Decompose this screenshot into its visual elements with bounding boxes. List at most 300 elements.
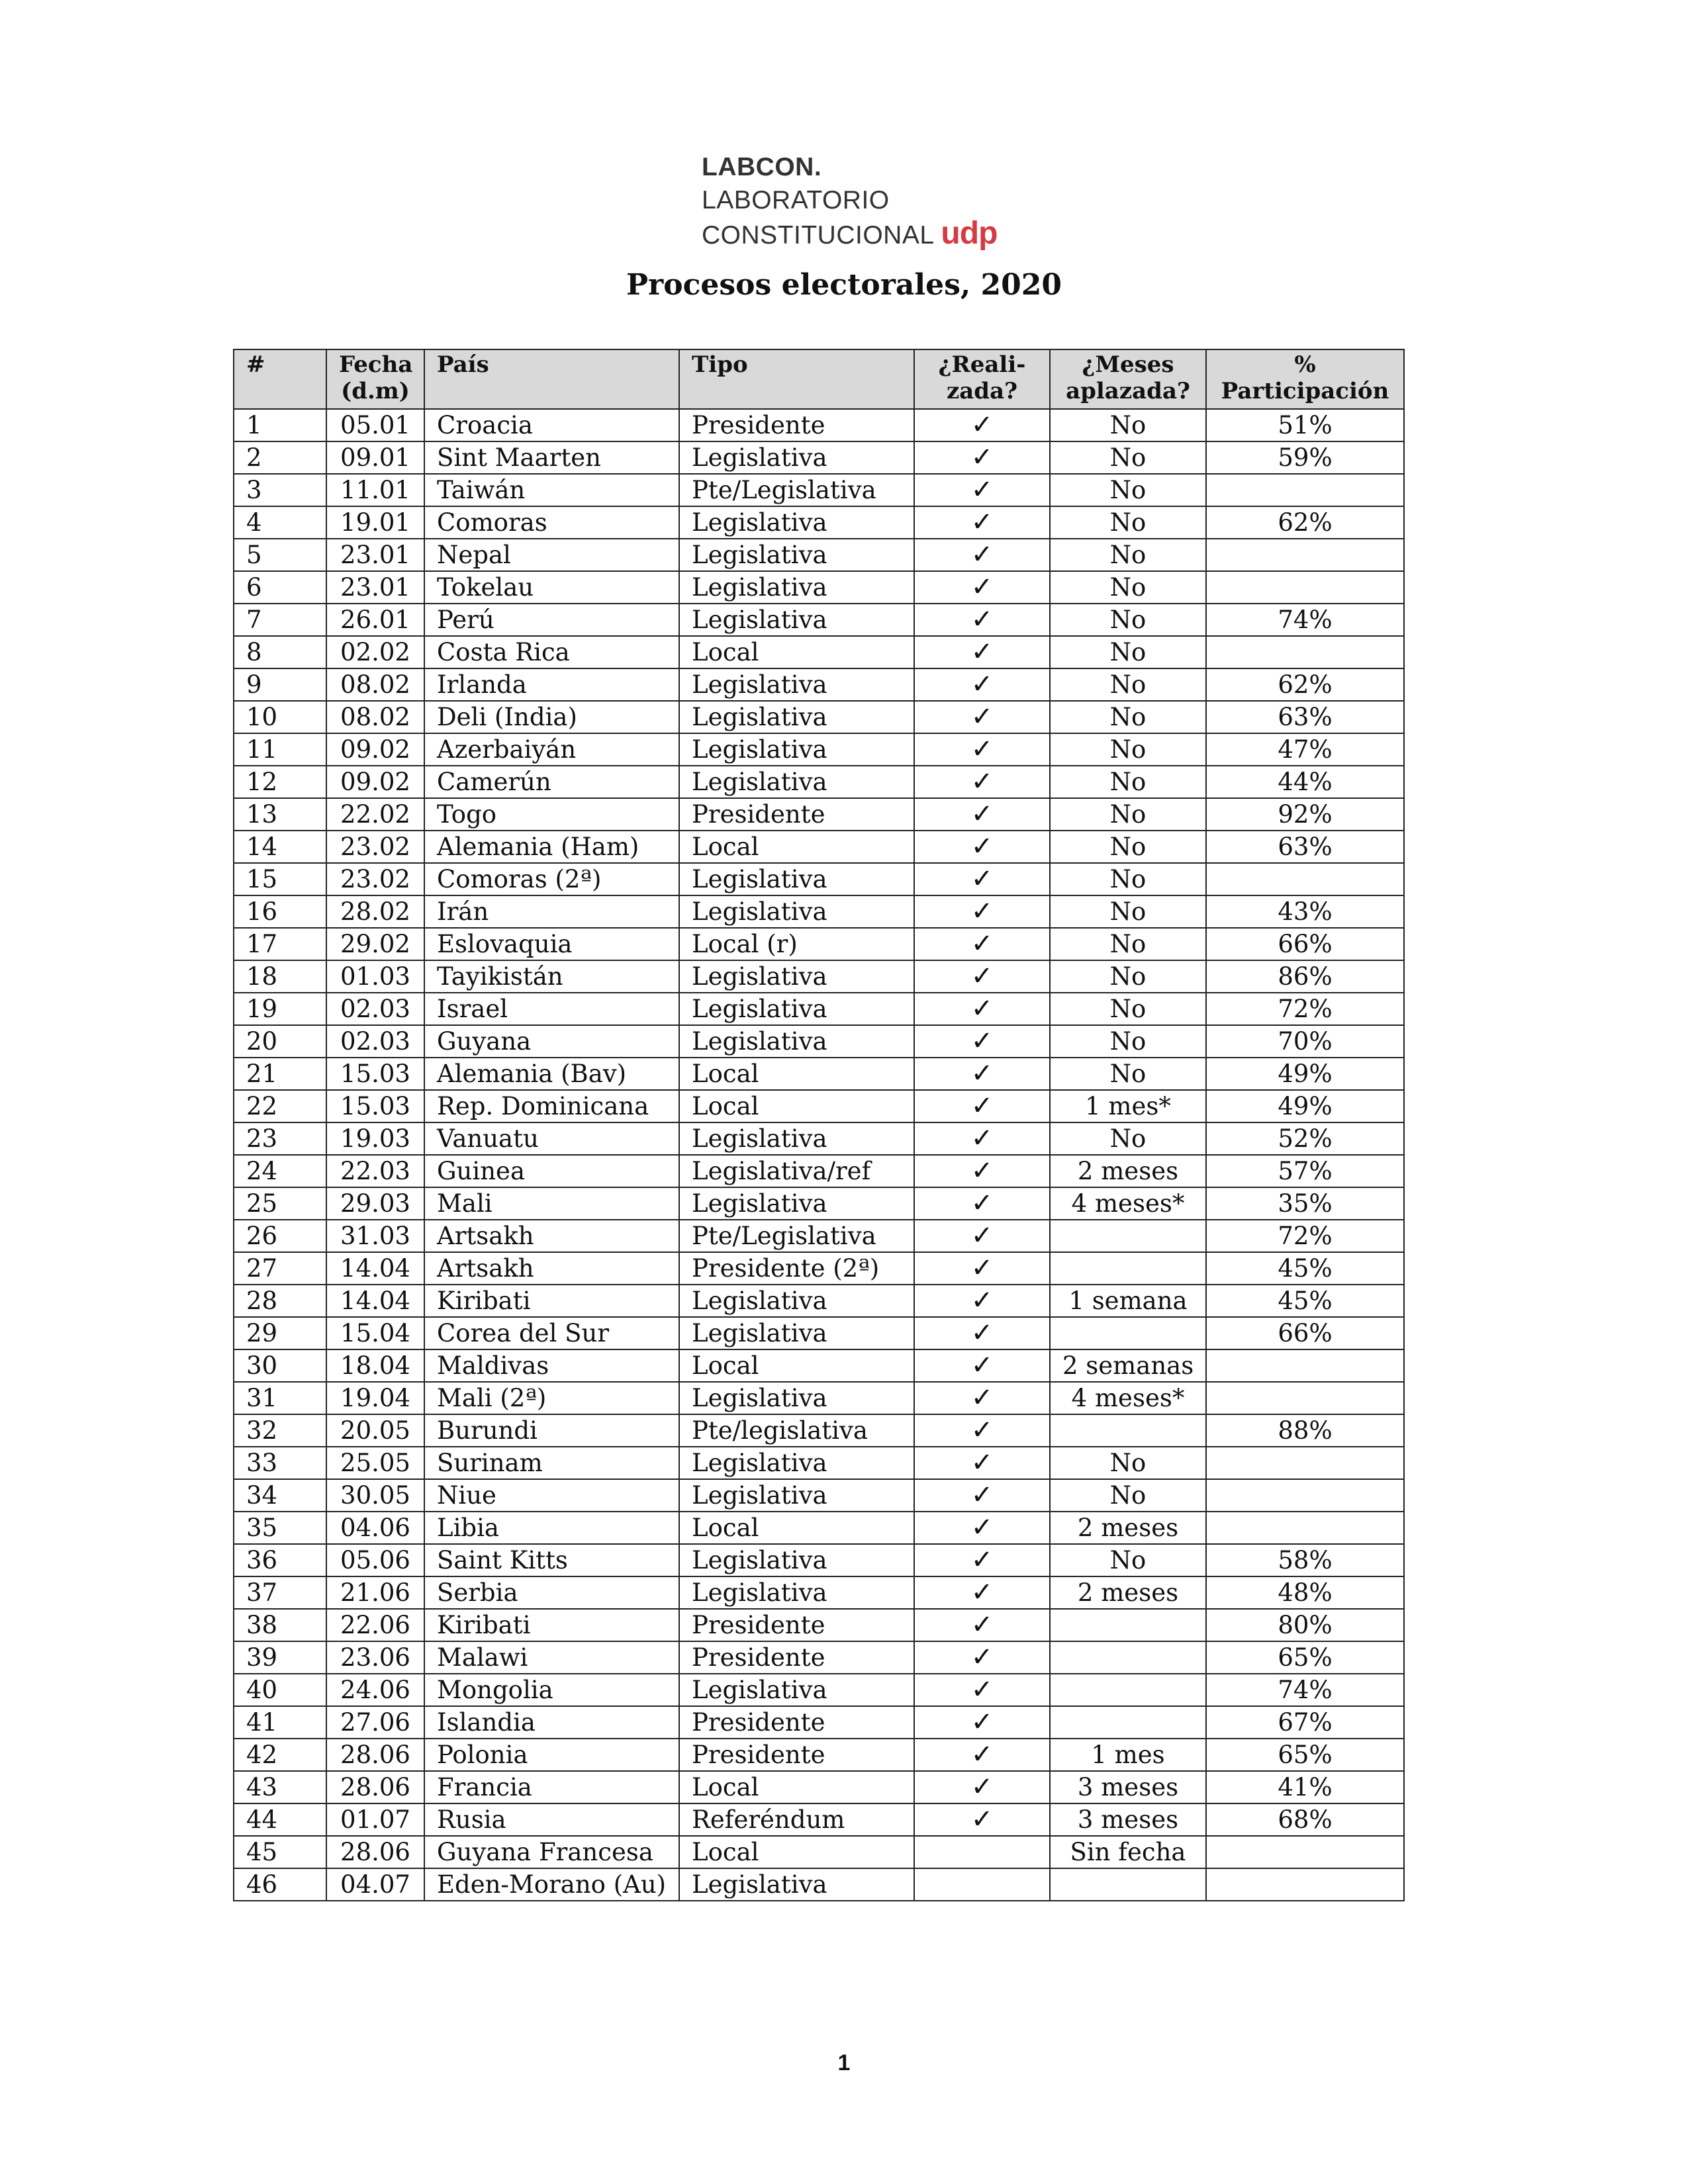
cell-type: Legislativa xyxy=(679,1187,914,1220)
cell-date: 01.07 xyxy=(326,1803,424,1836)
cell-country: Togo xyxy=(424,798,679,831)
cell-num: 13 xyxy=(234,798,326,831)
table-row xyxy=(234,993,1404,1025)
logo-udp-brand: udp xyxy=(941,216,998,251)
cell-postponed: No xyxy=(1050,1544,1206,1576)
cell-num: 39 xyxy=(234,1641,326,1674)
cell-postponed: No xyxy=(1050,993,1206,1025)
cell-date: 29.03 xyxy=(326,1187,424,1220)
cell-postponed xyxy=(1050,1609,1206,1641)
cell-participation: 88% xyxy=(1206,1414,1404,1447)
cell-country: Deli (India) xyxy=(424,701,679,733)
cell-participation xyxy=(1206,1868,1404,1901)
cell-date: 09.02 xyxy=(326,733,424,766)
table-row xyxy=(234,1771,1404,1803)
cell-date: 23.02 xyxy=(326,831,424,863)
cell-postponed: No xyxy=(1050,733,1206,766)
cell-num: 40 xyxy=(234,1674,326,1706)
header-country: País xyxy=(424,349,679,409)
cell-date: 31.03 xyxy=(326,1220,424,1252)
cell-num: 38 xyxy=(234,1609,326,1641)
cell-num: 36 xyxy=(234,1544,326,1576)
cell-participation: 74% xyxy=(1206,604,1404,636)
cell-country: Mali (2ª) xyxy=(424,1382,679,1414)
cell-num: 21 xyxy=(234,1058,326,1090)
cell-participation: 68% xyxy=(1206,1803,1404,1836)
cell-num: 41 xyxy=(234,1706,326,1739)
cell-postponed xyxy=(1050,1641,1206,1674)
cell-date: 05.01 xyxy=(326,409,424,441)
table-row xyxy=(234,1512,1404,1544)
cell-postponed: No xyxy=(1050,1025,1206,1058)
cell-num: 4 xyxy=(234,506,326,539)
cell-country: Guyana Francesa xyxy=(424,1836,679,1868)
cell-country: Guyana xyxy=(424,1025,679,1058)
cell-done-check-icon: ✓ xyxy=(914,1447,1050,1479)
cell-done-check-icon: ✓ xyxy=(914,409,1050,441)
cell-done-check-icon: ✓ xyxy=(914,1187,1050,1220)
cell-date: 26.01 xyxy=(326,604,424,636)
cell-participation: 67% xyxy=(1206,1706,1404,1739)
cell-participation: 63% xyxy=(1206,831,1404,863)
table-row xyxy=(234,1414,1404,1447)
cell-num: 22 xyxy=(234,1090,326,1122)
table-body xyxy=(234,409,1404,1901)
cell-postponed: No xyxy=(1050,539,1206,571)
cell-num: 45 xyxy=(234,1836,326,1868)
header-row xyxy=(234,349,1404,409)
cell-done-check-icon: ✓ xyxy=(914,1090,1050,1122)
cell-postponed: 2 meses xyxy=(1050,1576,1206,1609)
cell-country: Croacia xyxy=(424,409,679,441)
cell-country: Tokelau xyxy=(424,571,679,604)
cell-postponed: No xyxy=(1050,506,1206,539)
cell-participation: 45% xyxy=(1206,1285,1404,1317)
table-row xyxy=(234,733,1404,766)
table-row xyxy=(234,571,1404,604)
table-row xyxy=(234,831,1404,863)
cell-country: Guinea xyxy=(424,1155,679,1187)
cell-type: Legislativa xyxy=(679,993,914,1025)
cell-participation: 86% xyxy=(1206,960,1404,993)
cell-postponed: No xyxy=(1050,701,1206,733)
cell-type: Legislativa xyxy=(679,1674,914,1706)
table-row xyxy=(234,1025,1404,1058)
cell-date: 23.06 xyxy=(326,1641,424,1674)
cell-postponed: 4 meses* xyxy=(1050,1382,1206,1414)
cell-postponed xyxy=(1050,1868,1206,1901)
cell-country: Irán xyxy=(424,895,679,928)
cell-type: Presidente xyxy=(679,409,914,441)
cell-num: 19 xyxy=(234,993,326,1025)
cell-participation: 41% xyxy=(1206,1771,1404,1803)
cell-date: 11.01 xyxy=(326,474,424,506)
cell-type: Local xyxy=(679,1090,914,1122)
cell-date: 28.06 xyxy=(326,1771,424,1803)
cell-type: Presidente xyxy=(679,1609,914,1641)
table-row xyxy=(234,1058,1404,1090)
cell-type: Local xyxy=(679,1771,914,1803)
cell-type: Local xyxy=(679,831,914,863)
cell-participation: 62% xyxy=(1206,668,1404,701)
cell-done-check-icon: ✓ xyxy=(914,668,1050,701)
cell-country: Tayikistán xyxy=(424,960,679,993)
table-row xyxy=(234,1739,1404,1771)
cell-postponed: No xyxy=(1050,668,1206,701)
cell-type: Legislativa/ref xyxy=(679,1155,914,1187)
cell-type: Legislativa xyxy=(679,733,914,766)
cell-participation: 45% xyxy=(1206,1252,1404,1285)
cell-done-check-icon: ✓ xyxy=(914,636,1050,668)
cell-done-check-icon: ✓ xyxy=(914,863,1050,895)
cell-type: Pte/Legislativa xyxy=(679,474,914,506)
cell-date: 02.03 xyxy=(326,1025,424,1058)
table-row xyxy=(234,636,1404,668)
cell-date: 18.04 xyxy=(326,1349,424,1382)
cell-num: 8 xyxy=(234,636,326,668)
cell-done-check-icon: ✓ xyxy=(914,1771,1050,1803)
cell-date: 01.03 xyxy=(326,960,424,993)
cell-participation xyxy=(1206,636,1404,668)
cell-type: Presidente xyxy=(679,1706,914,1739)
cell-date: 24.06 xyxy=(326,1674,424,1706)
cell-participation: 57% xyxy=(1206,1155,1404,1187)
cell-num: 32 xyxy=(234,1414,326,1447)
cell-date: 29.02 xyxy=(326,928,424,960)
cell-type: Legislativa xyxy=(679,960,914,993)
cell-country: Corea del Sur xyxy=(424,1317,679,1349)
table-row xyxy=(234,668,1404,701)
cell-type: Legislativa xyxy=(679,1285,914,1317)
cell-type: Legislativa xyxy=(679,1317,914,1349)
cell-country: Alemania (Ham) xyxy=(424,831,679,863)
cell-participation: 92% xyxy=(1206,798,1404,831)
table-row xyxy=(234,1479,1404,1512)
cell-num: 42 xyxy=(234,1739,326,1771)
cell-country: Surinam xyxy=(424,1447,679,1479)
cell-type: Legislativa xyxy=(679,539,914,571)
cell-participation: 52% xyxy=(1206,1122,1404,1155)
cell-postponed: No xyxy=(1050,1058,1206,1090)
cell-done-check-icon xyxy=(914,1868,1050,1901)
cell-participation: 66% xyxy=(1206,928,1404,960)
cell-date: 22.02 xyxy=(326,798,424,831)
cell-postponed: Sin fecha xyxy=(1050,1836,1206,1868)
cell-done-check-icon: ✓ xyxy=(914,895,1050,928)
cell-postponed: 2 meses xyxy=(1050,1512,1206,1544)
cell-type: Local xyxy=(679,636,914,668)
cell-country: Vanuatu xyxy=(424,1122,679,1155)
cell-participation xyxy=(1206,1479,1404,1512)
table-row xyxy=(234,506,1404,539)
logo-line-2 xyxy=(702,217,1006,252)
cell-date: 30.05 xyxy=(326,1479,424,1512)
table-row xyxy=(234,1382,1404,1414)
cell-country: Mali xyxy=(424,1187,679,1220)
cell-country: Serbia xyxy=(424,1576,679,1609)
cell-num: 3 xyxy=(234,474,326,506)
table-row xyxy=(234,1544,1404,1576)
cell-num: 46 xyxy=(234,1868,326,1901)
cell-type: Local xyxy=(679,1512,914,1544)
cell-country: Alemania (Bav) xyxy=(424,1058,679,1090)
cell-participation: 51% xyxy=(1206,409,1404,441)
header-postponed: ¿Meses aplazada? xyxy=(1050,349,1206,409)
cell-participation: 66% xyxy=(1206,1317,1404,1349)
logo-laboratorio: LABORATORIO xyxy=(702,186,890,214)
cell-type: Legislativa xyxy=(679,668,914,701)
cell-postponed: 1 semana xyxy=(1050,1285,1206,1317)
cell-postponed: No xyxy=(1050,1122,1206,1155)
cell-postponed: 1 mes* xyxy=(1050,1090,1206,1122)
cell-country: Israel xyxy=(424,993,679,1025)
cell-country: Sint Maarten xyxy=(424,441,679,474)
cell-type: Presidente xyxy=(679,1641,914,1674)
cell-participation: 74% xyxy=(1206,1674,1404,1706)
cell-country: Eden-Morano (Au) xyxy=(424,1868,679,1901)
cell-country: Saint Kitts xyxy=(424,1544,679,1576)
cell-num: 33 xyxy=(234,1447,326,1479)
table-row xyxy=(234,863,1404,895)
cell-participation xyxy=(1206,571,1404,604)
table-row xyxy=(234,1836,1404,1868)
cell-done-check-icon: ✓ xyxy=(914,766,1050,798)
cell-postponed: No xyxy=(1050,895,1206,928)
cell-done-check-icon: ✓ xyxy=(914,701,1050,733)
cell-num: 17 xyxy=(234,928,326,960)
table-row xyxy=(234,960,1404,993)
cell-country: Azerbaiyán xyxy=(424,733,679,766)
elections-table xyxy=(233,349,1405,1901)
table-row xyxy=(234,1803,1404,1836)
cell-postponed: No xyxy=(1050,960,1206,993)
table-row xyxy=(234,539,1404,571)
table-row xyxy=(234,441,1404,474)
cell-participation xyxy=(1206,1382,1404,1414)
cell-done-check-icon: ✓ xyxy=(914,1252,1050,1285)
cell-done-check-icon: ✓ xyxy=(914,798,1050,831)
cell-done-check-icon: ✓ xyxy=(914,1609,1050,1641)
cell-participation: 63% xyxy=(1206,701,1404,733)
cell-participation xyxy=(1206,1349,1404,1382)
cell-date: 05.06 xyxy=(326,1544,424,1576)
cell-num: 27 xyxy=(234,1252,326,1285)
cell-date: 09.01 xyxy=(326,441,424,474)
cell-done-check-icon: ✓ xyxy=(914,539,1050,571)
cell-done-check-icon: ✓ xyxy=(914,1576,1050,1609)
cell-postponed: 4 meses* xyxy=(1050,1187,1206,1220)
cell-done-check-icon: ✓ xyxy=(914,733,1050,766)
cell-postponed: 3 meses xyxy=(1050,1771,1206,1803)
cell-date: 15.03 xyxy=(326,1058,424,1090)
cell-done-check-icon: ✓ xyxy=(914,1706,1050,1739)
cell-date: 15.04 xyxy=(326,1317,424,1349)
table-row xyxy=(234,1674,1404,1706)
table-row xyxy=(234,1285,1404,1317)
table-row xyxy=(234,1155,1404,1187)
table-row xyxy=(234,474,1404,506)
cell-postponed xyxy=(1050,1252,1206,1285)
cell-postponed: 2 meses xyxy=(1050,1155,1206,1187)
cell-date: 23.01 xyxy=(326,571,424,604)
cell-done-check-icon: ✓ xyxy=(914,604,1050,636)
cell-type: Legislativa xyxy=(679,1544,914,1576)
cell-num: 44 xyxy=(234,1803,326,1836)
cell-date: 28.06 xyxy=(326,1836,424,1868)
cell-country: Francia xyxy=(424,1771,679,1803)
table-row xyxy=(234,1317,1404,1349)
cell-participation: 62% xyxy=(1206,506,1404,539)
cell-country: Rusia xyxy=(424,1803,679,1836)
cell-type: Legislativa xyxy=(679,701,914,733)
cell-date: 09.02 xyxy=(326,766,424,798)
cell-participation: 59% xyxy=(1206,441,1404,474)
cell-participation: 49% xyxy=(1206,1090,1404,1122)
cell-postponed xyxy=(1050,1674,1206,1706)
cell-num: 37 xyxy=(234,1576,326,1609)
cell-num: 31 xyxy=(234,1382,326,1414)
cell-date: 14.04 xyxy=(326,1285,424,1317)
cell-participation: 35% xyxy=(1206,1187,1404,1220)
cell-postponed xyxy=(1050,1220,1206,1252)
cell-type: Local xyxy=(679,1349,914,1382)
logo-line-1 xyxy=(702,151,1006,217)
cell-participation: 65% xyxy=(1206,1641,1404,1674)
cell-participation: 43% xyxy=(1206,895,1404,928)
cell-participation: 72% xyxy=(1206,993,1404,1025)
cell-country: Perú xyxy=(424,604,679,636)
cell-country: Malawi xyxy=(424,1641,679,1674)
cell-done-check-icon: ✓ xyxy=(914,1317,1050,1349)
cell-type: Legislativa xyxy=(679,1447,914,1479)
cell-done-check-icon: ✓ xyxy=(914,1285,1050,1317)
cell-num: 12 xyxy=(234,766,326,798)
cell-done-check-icon: ✓ xyxy=(914,1414,1050,1447)
cell-date: 19.03 xyxy=(326,1122,424,1155)
cell-postponed: No xyxy=(1050,441,1206,474)
cell-done-check-icon: ✓ xyxy=(914,1122,1050,1155)
cell-type: Legislativa xyxy=(679,1576,914,1609)
cell-done-check-icon: ✓ xyxy=(914,1220,1050,1252)
table-row xyxy=(234,1220,1404,1252)
cell-country: Nepal xyxy=(424,539,679,571)
page-number: 1 xyxy=(837,2050,851,2075)
cell-done-check-icon: ✓ xyxy=(914,1025,1050,1058)
cell-num: 23 xyxy=(234,1122,326,1155)
cell-done-check-icon: ✓ xyxy=(914,1155,1050,1187)
cell-date: 14.04 xyxy=(326,1252,424,1285)
cell-postponed: No xyxy=(1050,766,1206,798)
cell-num: 35 xyxy=(234,1512,326,1544)
cell-participation: 44% xyxy=(1206,766,1404,798)
cell-num: 11 xyxy=(234,733,326,766)
table-row xyxy=(234,766,1404,798)
cell-date: 20.05 xyxy=(326,1414,424,1447)
cell-done-check-icon: ✓ xyxy=(914,1512,1050,1544)
header-type: Tipo xyxy=(679,349,914,409)
cell-done-check-icon: ✓ xyxy=(914,1058,1050,1090)
cell-date: 08.02 xyxy=(326,701,424,733)
cell-postponed: No xyxy=(1050,798,1206,831)
table-row xyxy=(234,604,1404,636)
cell-participation xyxy=(1206,863,1404,895)
cell-country: Mongolia xyxy=(424,1674,679,1706)
cell-date: 02.03 xyxy=(326,993,424,1025)
cell-num: 16 xyxy=(234,895,326,928)
cell-done-check-icon: ✓ xyxy=(914,571,1050,604)
cell-date: 22.06 xyxy=(326,1609,424,1641)
cell-country: Costa Rica xyxy=(424,636,679,668)
header-done: ¿Reali-zada? xyxy=(914,349,1050,409)
table-row xyxy=(234,701,1404,733)
cell-postponed: 1 mes xyxy=(1050,1739,1206,1771)
cell-participation: 70% xyxy=(1206,1025,1404,1058)
cell-type: Legislativa xyxy=(679,895,914,928)
cell-postponed: No xyxy=(1050,571,1206,604)
cell-postponed xyxy=(1050,1414,1206,1447)
cell-done-check-icon: ✓ xyxy=(914,993,1050,1025)
cell-country: Kiribati xyxy=(424,1285,679,1317)
cell-num: 1 xyxy=(234,409,326,441)
cell-done-check-icon: ✓ xyxy=(914,506,1050,539)
cell-participation: 72% xyxy=(1206,1220,1404,1252)
cell-participation: 49% xyxy=(1206,1058,1404,1090)
table-header xyxy=(234,349,1404,409)
cell-type: Legislativa xyxy=(679,1122,914,1155)
cell-num: 9 xyxy=(234,668,326,701)
cell-num: 2 xyxy=(234,441,326,474)
cell-country: Artsakh xyxy=(424,1252,679,1285)
table-row xyxy=(234,1447,1404,1479)
cell-num: 28 xyxy=(234,1285,326,1317)
header-date: Fecha (d.m) xyxy=(326,349,424,409)
cell-country: Taiwán xyxy=(424,474,679,506)
table-row xyxy=(234,1187,1404,1220)
cell-country: Kiribati xyxy=(424,1609,679,1641)
cell-country: Rep. Dominicana xyxy=(424,1090,679,1122)
cell-type: Legislativa xyxy=(679,1868,914,1901)
logo-labcon: LABCON. xyxy=(702,153,822,181)
cell-postponed: No xyxy=(1050,636,1206,668)
cell-participation xyxy=(1206,1512,1404,1544)
cell-num: 7 xyxy=(234,604,326,636)
cell-postponed: No xyxy=(1050,831,1206,863)
cell-participation: 80% xyxy=(1206,1609,1404,1641)
cell-country: Niue xyxy=(424,1479,679,1512)
cell-date: 25.05 xyxy=(326,1447,424,1479)
cell-num: 18 xyxy=(234,960,326,993)
cell-num: 34 xyxy=(234,1479,326,1512)
cell-done-check-icon xyxy=(914,1836,1050,1868)
cell-participation: 47% xyxy=(1206,733,1404,766)
table-row xyxy=(234,1609,1404,1641)
cell-participation: 48% xyxy=(1206,1576,1404,1609)
cell-country: Comoras (2ª) xyxy=(424,863,679,895)
cell-done-check-icon: ✓ xyxy=(914,1641,1050,1674)
header-num: # xyxy=(234,349,326,409)
cell-country: Comoras xyxy=(424,506,679,539)
table-row xyxy=(234,1252,1404,1285)
cell-done-check-icon: ✓ xyxy=(914,474,1050,506)
cell-date: 19.01 xyxy=(326,506,424,539)
cell-postponed: No xyxy=(1050,928,1206,960)
cell-date: 27.06 xyxy=(326,1706,424,1739)
cell-type: Referéndum xyxy=(679,1803,914,1836)
cell-postponed: No xyxy=(1050,474,1206,506)
table-row xyxy=(234,1641,1404,1674)
table-row xyxy=(234,928,1404,960)
cell-country: Libia xyxy=(424,1512,679,1544)
